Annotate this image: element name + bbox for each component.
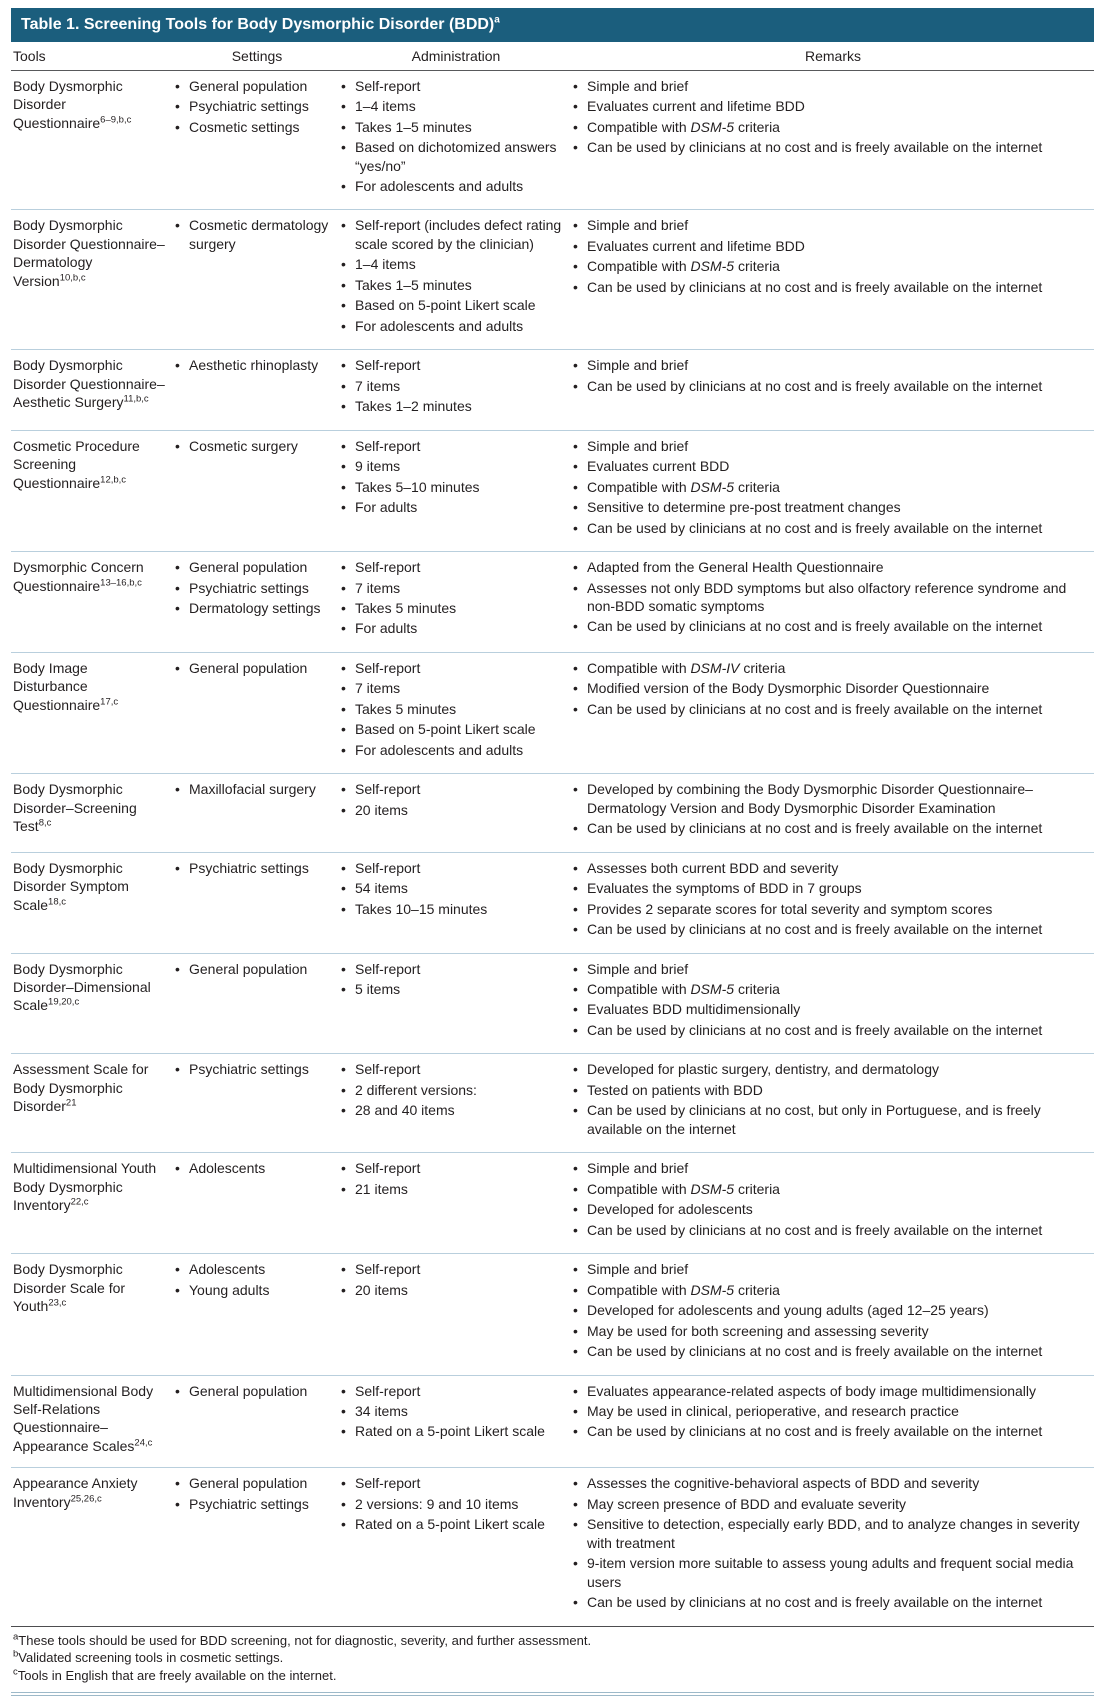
remarks-item: • Compatible with DSM-5 criteria <box>572 1180 1084 1198</box>
settings-list <box>174 960 330 978</box>
settings-item: • Cosmetic surgery <box>174 437 330 455</box>
remarks-item: • Simple and brief <box>572 216 1084 234</box>
remarks-item: • Simple and brief <box>572 1159 1084 1177</box>
administration-list <box>340 216 562 335</box>
remarks-list <box>572 859 1084 939</box>
administration-cell <box>340 552 572 653</box>
settings-item: • General population <box>174 659 330 677</box>
table-row <box>11 774 1094 852</box>
settings-item: • General population <box>174 558 330 576</box>
administration-item: • For adults <box>340 619 562 637</box>
tool-reference-superscript: 21 <box>65 1097 77 1109</box>
tool-name-cell <box>11 1254 174 1375</box>
remarks-item: • Can be used by clinicians at no cost and is freely available on the internet <box>572 1593 1084 1611</box>
remarks-item: • Developed for plastic surgery, dentistry, and dermatology <box>572 1060 1084 1078</box>
remarks-item: • Compatible with DSM-5 criteria <box>572 980 1084 998</box>
remarks-item: • Can be used by clinicians at no cost and is freely available on the internet <box>572 138 1084 156</box>
remarks-list <box>572 780 1084 837</box>
tool-name-cell <box>11 70 174 210</box>
administration-list <box>340 1159 562 1198</box>
tool-name: Body Image Disturbance Questionnaire <box>13 659 101 713</box>
remarks-item: • May screen presence of BDD and evaluate severity <box>572 1495 1084 1513</box>
administration-item: • Self-report <box>340 859 562 877</box>
administration-item: • For adolescents and adults <box>340 317 562 335</box>
tool-name-cell <box>11 1375 174 1468</box>
administration-item: • Takes 1–2 minutes <box>340 397 562 415</box>
footnote-marker: c <box>13 1666 18 1678</box>
table-row <box>11 1468 1094 1626</box>
remarks-cell <box>572 70 1094 210</box>
tool-reference-superscript: 24,c <box>134 1437 153 1449</box>
tool-name: Body Dysmorphic Disorder Symptom Scale <box>13 859 129 913</box>
remarks-item: • Can be used by clinicians at no cost and is freely available on the internet <box>572 278 1084 296</box>
settings-cell <box>174 1375 340 1468</box>
tool-name-cell <box>11 430 174 551</box>
remarks-list <box>572 356 1084 395</box>
administration-list <box>340 960 562 999</box>
remarks-list <box>572 1260 1084 1360</box>
administration-item: • 2 versions: 9 and 10 items <box>340 1495 562 1513</box>
administration-cell <box>340 1468 572 1626</box>
remarks-cell <box>572 652 1094 773</box>
remarks-item: • Can be used by clinicians at no cost, but only in Portuguese, and is freely available on the internet <box>572 1101 1084 1138</box>
administration-list <box>340 780 562 819</box>
column-header-administration: Administration <box>340 42 572 70</box>
settings-list <box>174 356 330 374</box>
footnote-marker: b <box>13 1648 19 1660</box>
remarks-cell <box>572 1375 1094 1468</box>
settings-cell <box>174 552 340 653</box>
administration-item: • Takes 1–5 minutes <box>340 118 562 136</box>
remarks-item: • Tested on patients with BDD <box>572 1081 1084 1099</box>
settings-cell <box>174 1254 340 1375</box>
administration-list <box>340 1060 562 1119</box>
tool-reference-superscript: 8,c <box>38 817 52 829</box>
administration-cell <box>340 1375 572 1468</box>
administration-cell <box>340 1153 572 1254</box>
tool-name: Body Dysmorphic Disorder Questionnaire <box>13 77 123 131</box>
tool-name-cell <box>11 652 174 773</box>
remarks-item: • May be used in clinical, perioperative, and research practice <box>572 1402 1084 1420</box>
administration-item: • 28 and 40 items <box>340 1101 562 1119</box>
remarks-item: • Can be used by clinicians at no cost and is freely available on the internet <box>572 377 1084 395</box>
settings-item: • General population <box>174 77 330 95</box>
table-row <box>11 210 1094 350</box>
settings-cell <box>174 70 340 210</box>
administration-item: • Takes 10–15 minutes <box>340 900 562 918</box>
tool-name-cell <box>11 552 174 653</box>
remarks-item: • Compatible with DSM-IV criteria <box>572 659 1084 677</box>
administration-item: • For adolescents and adults <box>340 741 562 759</box>
tool-name-cell <box>11 1153 174 1254</box>
remarks-list <box>572 558 1084 636</box>
tool-name: Assessment Scale for Body Dysmorphic Disorder <box>13 1061 149 1115</box>
settings-list <box>174 558 330 617</box>
table-row <box>11 430 1094 551</box>
remarks-item: • Modified version of the Body Dysmorphic Disorder Questionnaire <box>572 679 1084 697</box>
settings-list <box>174 780 330 798</box>
remarks-item: • Developed for adolescents <box>572 1200 1084 1218</box>
footnote: $^c$Tools in English that are freely available on the internet. <box>13 1666 337 1683</box>
remarks-item: • Simple and brief <box>572 356 1084 374</box>
remarks-cell <box>572 552 1094 653</box>
administration-item: • Self-report <box>340 1382 562 1400</box>
tool-reference-superscript: 19,20,c <box>48 996 80 1008</box>
settings-item: • Psychiatric settings <box>174 859 330 877</box>
remarks-cell <box>572 1254 1094 1375</box>
remarks-item: • Can be used by clinicians at no cost and is freely available on the internet <box>572 617 1084 635</box>
tool-reference-superscript: 13–16,b,c <box>100 576 142 588</box>
tool-reference-superscript: 18,c <box>48 895 66 907</box>
settings-list <box>174 1382 330 1400</box>
table-title-bar <box>11 8 1094 42</box>
remarks-item: • May be used for both screening and assessing severity <box>572 1322 1084 1340</box>
tool-name: Multidimensional Body Self-Relations Questionnaire–Appearance Scales <box>13 1382 154 1454</box>
column-header-settings: Settings <box>174 42 340 70</box>
remarks-item: • Sensitive to detection, especially early BDD, and to analyze changes in severity with treatment <box>572 1515 1084 1552</box>
administration-item: • 34 items <box>340 1402 562 1420</box>
tool-name-cell <box>11 210 174 350</box>
administration-cell <box>340 774 572 852</box>
administration-item: • Based on dichotomized answers “yes/no” <box>340 138 562 175</box>
remarks-item: • Can be used by clinicians at no cost and is freely available on the internet <box>572 920 1084 938</box>
table-row <box>11 852 1094 953</box>
administration-list <box>340 558 562 638</box>
remarks-item: • Can be used by clinicians at no cost and is freely available on the internet <box>572 1342 1084 1360</box>
tool-reference-superscript: 17,c <box>100 696 119 708</box>
remarks-item: • Evaluates appearance-related aspects of body image multidimensionally <box>572 1382 1084 1400</box>
remarks-item: • Simple and brief <box>572 1260 1084 1278</box>
remarks-item: • Simple and brief <box>572 77 1084 95</box>
remarks-list <box>572 77 1084 157</box>
remarks-item: • Evaluates current and lifetime BDD <box>572 97 1084 115</box>
settings-list <box>174 77 330 136</box>
administration-item: • Takes 5 minutes <box>340 700 562 718</box>
remarks-cell <box>572 1153 1094 1254</box>
administration-item: • Takes 1–5 minutes <box>340 276 562 294</box>
settings-list <box>174 216 330 253</box>
tool-name: Dysmorphic Concern Questionnaire <box>13 559 144 594</box>
settings-list <box>174 1474 330 1513</box>
remarks-item: • Provides 2 separate scores for total severity and symptom scores <box>572 900 1084 918</box>
remarks-cell <box>572 210 1094 350</box>
settings-item: • Psychiatric settings <box>174 97 330 115</box>
table-row <box>11 1254 1094 1375</box>
administration-item: • Self-report <box>340 1060 562 1078</box>
settings-item: • General population <box>174 960 330 978</box>
footnote: $^b$Validated screening tools in cosmetic settings. <box>13 1648 284 1666</box>
administration-item: • 1–4 items <box>340 255 562 273</box>
table-row <box>11 350 1094 430</box>
table-row <box>11 1153 1094 1254</box>
administration-item: • Self-report <box>340 1474 562 1492</box>
remarks-item: • Can be used by clinicians at no cost and is freely available on the internet <box>572 819 1084 837</box>
tool-name-cell <box>11 1468 174 1626</box>
table-row <box>11 70 1094 210</box>
tool-reference-superscript: 11,b,c <box>123 393 149 405</box>
tool-reference-superscript: 6–9,b,c <box>100 113 132 125</box>
remarks-item: • Can be used by clinicians at no cost and is freely available on the internet <box>572 1021 1084 1039</box>
administration-item: • 7 items <box>340 579 562 597</box>
remarks-item: • Assesses not only BDD symptoms but also olfactory reference syndrome and non-BDD somatic symptoms <box>572 579 1084 616</box>
administration-cell <box>340 350 572 430</box>
administration-item: • Takes 5 minutes <box>340 599 562 617</box>
administration-item: • Self-report <box>340 437 562 455</box>
tool-name-cell <box>11 774 174 852</box>
tool-name-cell <box>11 1054 174 1153</box>
administration-item: • Rated on a 5-point Likert scale <box>340 1422 562 1440</box>
administration-item: • Based on 5-point Likert scale <box>340 720 562 738</box>
administration-item: • 9 items <box>340 457 562 475</box>
remarks-cell <box>572 430 1094 551</box>
administration-cell <box>340 852 572 953</box>
settings-list <box>174 659 330 677</box>
administration-item: • Self-report <box>340 659 562 677</box>
settings-list <box>174 859 330 877</box>
settings-item: • Psychiatric settings <box>174 579 330 597</box>
administration-list <box>340 659 562 759</box>
administration-list <box>340 1474 562 1533</box>
administration-list <box>340 859 562 918</box>
tool-reference-superscript: 10,b,c <box>59 272 86 284</box>
administration-item: • 7 items <box>340 377 562 395</box>
remarks-list <box>572 437 1084 537</box>
administration-item: • Self-report <box>340 960 562 978</box>
administration-cell <box>340 1054 572 1153</box>
remarks-item: • Sensitive to determine pre-post treatment changes <box>572 498 1084 516</box>
settings-list <box>174 437 330 455</box>
administration-list <box>340 356 562 415</box>
table-row <box>11 1375 1094 1468</box>
settings-item: • Maxillofacial surgery <box>174 780 330 798</box>
remarks-list <box>572 1060 1084 1138</box>
remarks-item: • Evaluates the symptoms of BDD in 7 groups <box>572 879 1084 897</box>
settings-item: • Aesthetic rhinoplasty <box>174 356 330 374</box>
administration-cell <box>340 652 572 773</box>
settings-list <box>174 1260 330 1299</box>
settings-item: • Cosmetic settings <box>174 118 330 136</box>
bottom-rule <box>11 1692 1094 1696</box>
remarks-item: • Can be used by clinicians at no cost and is freely available on the internet <box>572 1422 1084 1440</box>
tool-name: Cosmetic Procedure Screening Questionnaire <box>13 437 140 491</box>
remarks-item: • Assesses both current BDD and severity <box>572 859 1084 877</box>
tool-name: Appearance Anxiety Inventory <box>13 1475 138 1510</box>
remarks-item: • Adapted from the General Health Questionnaire <box>572 558 1084 576</box>
remarks-cell <box>572 1054 1094 1153</box>
administration-item: • Self-report (includes defect rating scale scored by the clinician) <box>340 216 562 253</box>
administration-item: • For adolescents and adults <box>340 177 562 195</box>
settings-cell <box>174 1468 340 1626</box>
administration-list <box>340 1260 562 1299</box>
remarks-item: • Can be used by clinicians at no cost and is freely available on the internet <box>572 700 1084 718</box>
table-title: Table 1. Screening Tools for Body Dysmorphic Disorder (BDD) <box>21 16 495 33</box>
column-header-remarks: Remarks <box>572 42 1094 70</box>
administration-cell <box>340 430 572 551</box>
tool-name: Body Dysmorphic Disorder Scale for Youth <box>13 1261 126 1315</box>
settings-cell <box>174 210 340 350</box>
tool-name: Body Dysmorphic Disorder Questionnaire–Aesthetic Surgery <box>13 357 165 411</box>
settings-list <box>174 1060 330 1078</box>
remarks-list <box>572 659 1084 718</box>
settings-cell <box>174 953 340 1054</box>
administration-item: • 1–4 items <box>340 97 562 115</box>
remarks-item: • Simple and brief <box>572 960 1084 978</box>
tool-reference-superscript: 22,c <box>70 1196 89 1208</box>
administration-cell <box>340 1254 572 1375</box>
administration-item: • 2 different versions: <box>340 1081 562 1099</box>
remarks-item: • Compatible with DSM-5 criteria <box>572 478 1084 496</box>
column-header-tools: Tools <box>11 42 174 70</box>
remarks-item: • Can be used by clinicians at no cost and is freely available on the internet <box>572 1221 1084 1239</box>
tool-name: Body Dysmorphic Disorder Questionnaire–Dermatology Version <box>13 217 165 289</box>
settings-item: • Psychiatric settings <box>174 1495 330 1513</box>
tool-name: Body Dysmorphic Disorder–Screening Test <box>13 781 137 835</box>
administration-list <box>340 1382 562 1441</box>
administration-cell <box>340 953 572 1054</box>
administration-item: • 20 items <box>340 1281 562 1299</box>
table-row <box>11 1054 1094 1153</box>
remarks-list <box>572 1159 1084 1239</box>
settings-cell <box>174 1054 340 1153</box>
administration-item: • 21 items <box>340 1180 562 1198</box>
settings-item: • Cosmetic dermatology surgery <box>174 216 330 253</box>
administration-cell <box>340 210 572 350</box>
tool-reference-superscript: 12,b,c <box>100 473 127 485</box>
settings-cell <box>174 774 340 852</box>
settings-item: • Young adults <box>174 1281 330 1299</box>
settings-item: • Dermatology settings <box>174 599 330 617</box>
settings-item: • General population <box>174 1382 330 1400</box>
administration-item: • 7 items <box>340 679 562 697</box>
administration-list <box>340 77 562 196</box>
remarks-list <box>572 1474 1084 1611</box>
administration-item: • Self-report <box>340 1260 562 1278</box>
remarks-item: • Developed by combining the Body Dysmorphic Disorder Questionnaire–Dermatology Version and Body Dysmorphic Disorder Examination <box>572 780 1084 817</box>
settings-cell <box>174 1153 340 1254</box>
table-body <box>11 70 1094 1626</box>
remarks-list <box>572 216 1084 296</box>
footnote: $^a$These tools should be used for BDD screening, not for diagnostic, severity, and further assessment. <box>13 1631 592 1648</box>
table-row <box>11 552 1094 653</box>
administration-item: • Rated on a 5-point Likert scale <box>340 1515 562 1533</box>
administration-item: • 20 items <box>340 801 562 819</box>
administration-item: • Self-report <box>340 77 562 95</box>
tool-name-cell <box>11 953 174 1054</box>
remarks-list <box>572 960 1084 1040</box>
remarks-item: • Compatible with DSM-5 criteria <box>572 1281 1084 1299</box>
settings-cell <box>174 350 340 430</box>
remarks-item: • Developed for adolescents and young adults (aged 12–25 years) <box>572 1301 1084 1319</box>
tool-name: Body Dysmorphic Disorder–Dimensional Scale <box>13 960 151 1014</box>
table-row <box>11 652 1094 773</box>
screening-tools-table <box>11 42 1094 1625</box>
administration-list <box>340 437 562 517</box>
remarks-item: • Can be used by clinicians at no cost and is freely available on the internet <box>572 519 1084 537</box>
remarks-item: • Assesses the cognitive-behavioral aspects of BDD and severity <box>572 1474 1084 1492</box>
table-row <box>11 953 1094 1054</box>
administration-item: • Based on 5-point Likert scale <box>340 296 562 314</box>
remarks-item: • Evaluates current BDD <box>572 457 1084 475</box>
settings-item: • General population <box>174 1474 330 1492</box>
administration-item: • 54 items <box>340 879 562 897</box>
footnote-marker: a <box>13 1631 19 1643</box>
table-title-footnote-marker: a <box>494 14 500 26</box>
settings-item: • Psychiatric settings <box>174 1060 330 1078</box>
table-header <box>11 42 1094 70</box>
table-header-row <box>11 42 1094 70</box>
remarks-item: • Compatible with DSM-5 criteria <box>572 257 1084 275</box>
footnotes <box>11 1626 1094 1693</box>
remarks-cell <box>572 852 1094 953</box>
tool-name-cell <box>11 350 174 430</box>
administration-item: • Self-report <box>340 1159 562 1177</box>
remarks-cell <box>572 1468 1094 1626</box>
administration-item: • Takes 5–10 minutes <box>340 478 562 496</box>
tool-name-cell <box>11 852 174 953</box>
remarks-cell <box>572 774 1094 852</box>
administration-item: • Self-report <box>340 356 562 374</box>
administration-item: • For adults <box>340 498 562 516</box>
remarks-cell <box>572 953 1094 1054</box>
administration-item: • Self-report <box>340 780 562 798</box>
remarks-item: • Compatible with DSM-5 criteria <box>572 118 1084 136</box>
tool-reference-superscript: 25,26,c <box>70 1493 102 1505</box>
remarks-item: • Evaluates current and lifetime BDD <box>572 237 1084 255</box>
settings-cell <box>174 852 340 953</box>
remarks-item: • Simple and brief <box>572 437 1084 455</box>
tool-reference-superscript: 23,c <box>48 1297 67 1309</box>
tool-name: Multidimensional Youth Body Dysmorphic Inventory <box>13 1160 157 1214</box>
remarks-item: • 9-item version more suitable to assess young adults and frequent social media users <box>572 1554 1084 1591</box>
settings-item: • Adolescents <box>174 1260 330 1278</box>
settings-list <box>174 1159 330 1177</box>
settings-cell <box>174 430 340 551</box>
administration-item: • Self-report <box>340 558 562 576</box>
settings-item: • Adolescents <box>174 1159 330 1177</box>
administration-cell <box>340 70 572 210</box>
remarks-cell <box>572 350 1094 430</box>
settings-cell <box>174 652 340 773</box>
remarks-list <box>572 1382 1084 1441</box>
administration-item: • 5 items <box>340 980 562 998</box>
remarks-item: • Evaluates BDD multidimensionally <box>572 1000 1084 1018</box>
